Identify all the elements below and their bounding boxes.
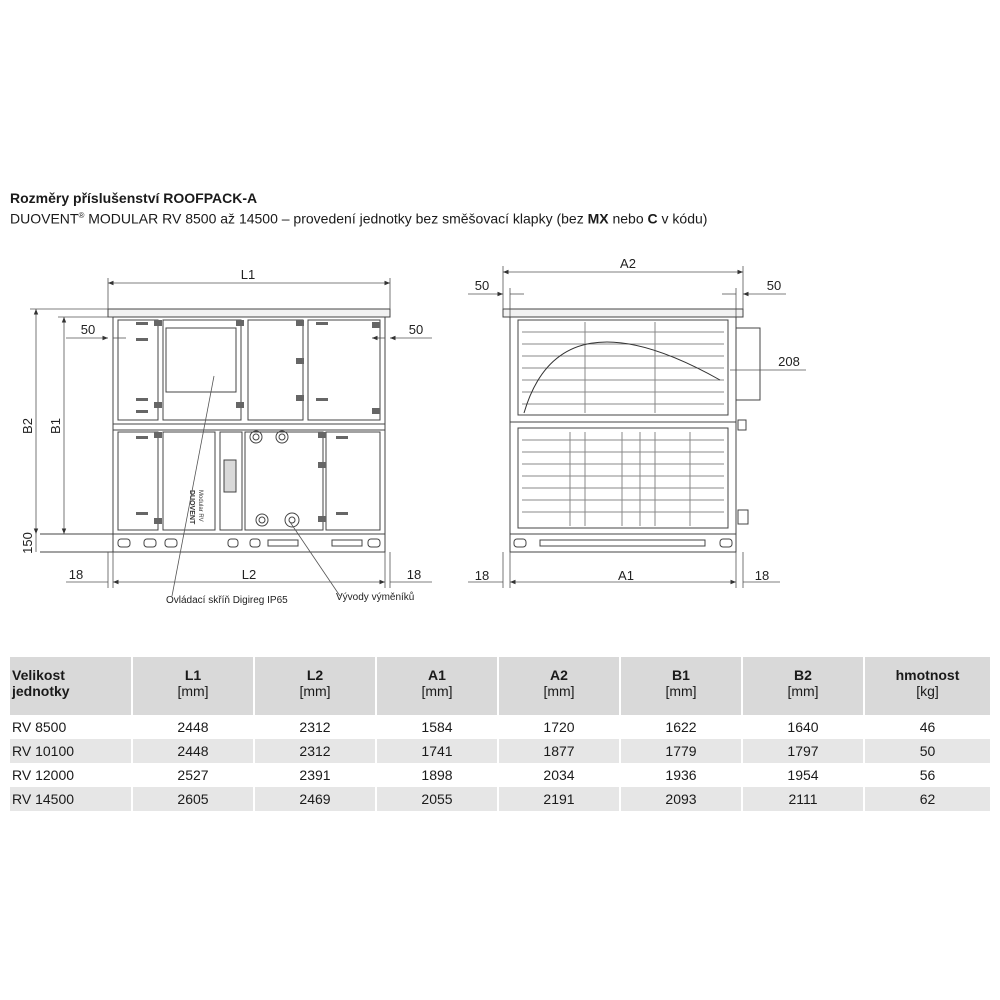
table-cell: 1898 xyxy=(376,763,498,787)
side-view xyxy=(40,309,390,552)
table-cell: RV 10100 xyxy=(10,739,132,763)
table-cell: 50 xyxy=(864,739,990,763)
header-weight: hmotnost [kg] xyxy=(864,657,990,715)
subtitle-or: nebo xyxy=(608,210,648,227)
subtitle-code-mx: MX xyxy=(587,210,609,227)
table-cell: RV 12000 xyxy=(10,763,132,787)
table-cell: 2191 xyxy=(498,787,620,811)
table-row xyxy=(10,787,990,811)
table-cell: RV 14500 xyxy=(10,787,132,811)
upper-grille-slats xyxy=(522,322,724,413)
table-cell: 2111 xyxy=(742,787,864,811)
table-cell: 1779 xyxy=(620,739,742,763)
dim-18-front-left: 18 xyxy=(474,568,490,583)
table-cell: 62 xyxy=(864,787,990,811)
dim-L2: L2 xyxy=(241,567,257,582)
header-A1: A1 [mm] xyxy=(376,657,498,715)
table-cell: 2527 xyxy=(132,763,254,787)
dim-B1: B1 xyxy=(48,418,63,434)
dim-A2: A2 xyxy=(620,256,636,271)
header-L2: L2 [mm] xyxy=(254,657,376,715)
heading xyxy=(10,189,990,228)
document-title: Rozměry příslušenství ROOFPACK-A xyxy=(10,190,258,206)
table-cell: 1741 xyxy=(376,739,498,763)
table-cell: 56 xyxy=(864,763,990,787)
table-header-row xyxy=(10,657,990,715)
dim-50-side-right: 50 xyxy=(408,322,424,337)
dim-18-side-right: 18 xyxy=(406,567,422,582)
table-cell: 1640 xyxy=(742,715,864,739)
header-B1: B1 [mm] xyxy=(620,657,742,715)
hinge-markers xyxy=(136,320,380,524)
dim-50-front-right: 50 xyxy=(766,278,782,293)
table-cell: 2605 xyxy=(132,787,254,811)
subtitle-code-c: C xyxy=(647,210,658,227)
table-cell: 1877 xyxy=(498,739,620,763)
table-cell: 2469 xyxy=(254,787,376,811)
dim-208: 208 xyxy=(778,354,800,369)
callout-exchanger-outlets: Vývody výměníků xyxy=(336,592,415,603)
model-label: Modular RV xyxy=(197,490,203,522)
table-row xyxy=(10,763,990,787)
table-cell: 1797 xyxy=(742,739,864,763)
header-size: Velikost jednotky xyxy=(10,657,132,715)
table-cell: 2312 xyxy=(254,715,376,739)
table-cell: 2034 xyxy=(498,763,620,787)
header-A2: A2 [mm] xyxy=(498,657,620,715)
table-row xyxy=(10,739,990,763)
dim-A1: A1 xyxy=(618,568,634,583)
subtitle-end: v kódu) xyxy=(657,210,708,227)
callout-control-box: Ovládací skříň Digireg IP65 xyxy=(166,595,288,606)
table-row xyxy=(10,715,990,739)
dimension-drawing xyxy=(0,255,1000,615)
table-cell: RV 8500 xyxy=(10,715,132,739)
brand-label: DUOVENT xyxy=(188,490,195,525)
table-cell: 1720 xyxy=(498,715,620,739)
dim-50-front-left: 50 xyxy=(474,278,490,293)
table-cell: 2448 xyxy=(132,715,254,739)
table-cell: 1954 xyxy=(742,763,864,787)
subtitle-brand: DUOVENT xyxy=(10,210,79,227)
dim-50-side-left: 50 xyxy=(80,322,96,337)
document-subtitle xyxy=(10,207,990,228)
lower-grille-slats xyxy=(522,432,724,526)
header-B2: B2 [mm] xyxy=(742,657,864,715)
table-cell: 2093 xyxy=(620,787,742,811)
dim-L1-side: L1 xyxy=(240,267,256,282)
dimensions-table xyxy=(10,657,990,811)
subtitle-text: MODULAR RV 8500 až 14500 – provedení jednotky bez směšovací klapky (bez xyxy=(84,210,588,227)
table-cell: 46 xyxy=(864,715,990,739)
table-cell: 1622 xyxy=(620,715,742,739)
table-cell: 2312 xyxy=(254,739,376,763)
dim-18-side-left: 18 xyxy=(68,567,84,582)
header-L1: L1 [mm] xyxy=(132,657,254,715)
front-view xyxy=(503,309,760,552)
dim-B2: B2 xyxy=(20,418,35,434)
table-cell: 1936 xyxy=(620,763,742,787)
table-cell: 2448 xyxy=(132,739,254,763)
table-cell: 2055 xyxy=(376,787,498,811)
dim-18-front-right: 18 xyxy=(754,568,770,583)
table-cell: 2391 xyxy=(254,763,376,787)
table-cell: 1584 xyxy=(376,715,498,739)
dim-150: 150 xyxy=(20,532,35,554)
registered-mark: ® xyxy=(78,211,85,220)
